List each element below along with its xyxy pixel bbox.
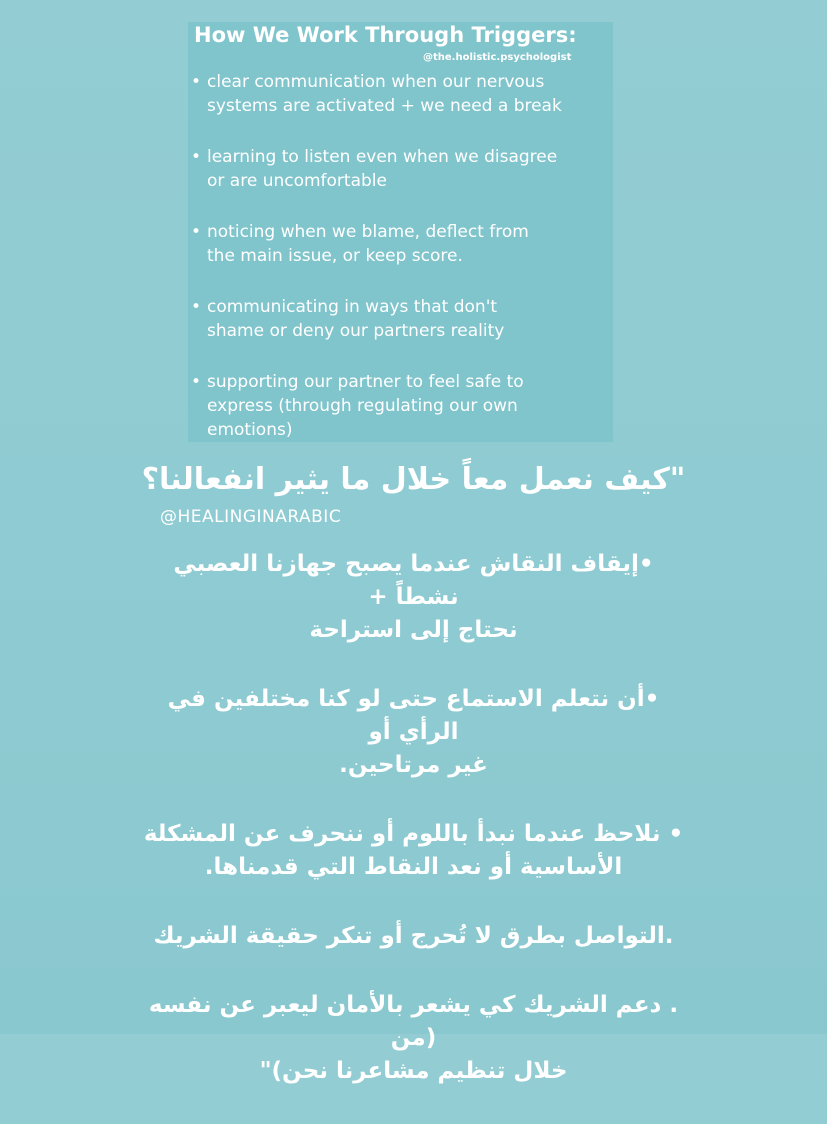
bullet-icon: • [191, 72, 202, 92]
list-item: • clear communication when our nervous systems are activated + we need a break [191, 72, 562, 116]
english-bullet-list [188, 70, 613, 469]
arabic-list-item: •أن نتعلم الاستماع حتى لو كنا مختلفين في الرأي أو غير مرتاحين. [167, 686, 660, 778]
arabic-title: "كيف نعمل معاً خلال ما يثير انفعالنا؟ [141, 462, 686, 497]
bullet-icon: • [191, 147, 202, 167]
bullet-icon: • [191, 222, 202, 242]
arabic-translation-list [140, 548, 687, 1124]
arabic-list-item: . دعم الشريك كي يشعر بالأمان ليعبر عن نفسه (من خلال تنظيم مشاعرنا نحن)" [148, 992, 679, 1084]
arabic-list-item: • نلاحظ عندما نبدأ باللوم أو ننحرف عن المشكلة الأساسية أو نعد النقاط التي قدمناها. [143, 821, 684, 880]
card-source-handle: @the.holistic.psychologist [423, 52, 572, 63]
arabic-list-item: .التواصل بطرق لا تُحرج أو تنكر حقيقة الشريك [153, 923, 674, 949]
translator-handle: @HEALINGINARABIC [160, 507, 342, 527]
bullet-icon: • [191, 372, 202, 392]
list-item: • communicating in ways that don't shame or deny our partners reality [191, 297, 505, 341]
list-item: • supporting our partner to feel safe to express (through regulating our own emotions) [191, 372, 524, 440]
list-item: • learning to listen even when we disagree or are uncomfortable [191, 147, 558, 191]
card-title: How We Work Through Triggers: [194, 23, 577, 47]
english-quote-card [188, 22, 613, 442]
list-item: • noticing when we blame, deflect from the main issue, or keep score. [191, 222, 529, 266]
arabic-list-item: •إيقاف النقاش عندما يصبح جهازنا العصبي نشطاً + نحتاج إلى استراحة [173, 551, 654, 643]
bullet-icon: • [191, 297, 202, 317]
